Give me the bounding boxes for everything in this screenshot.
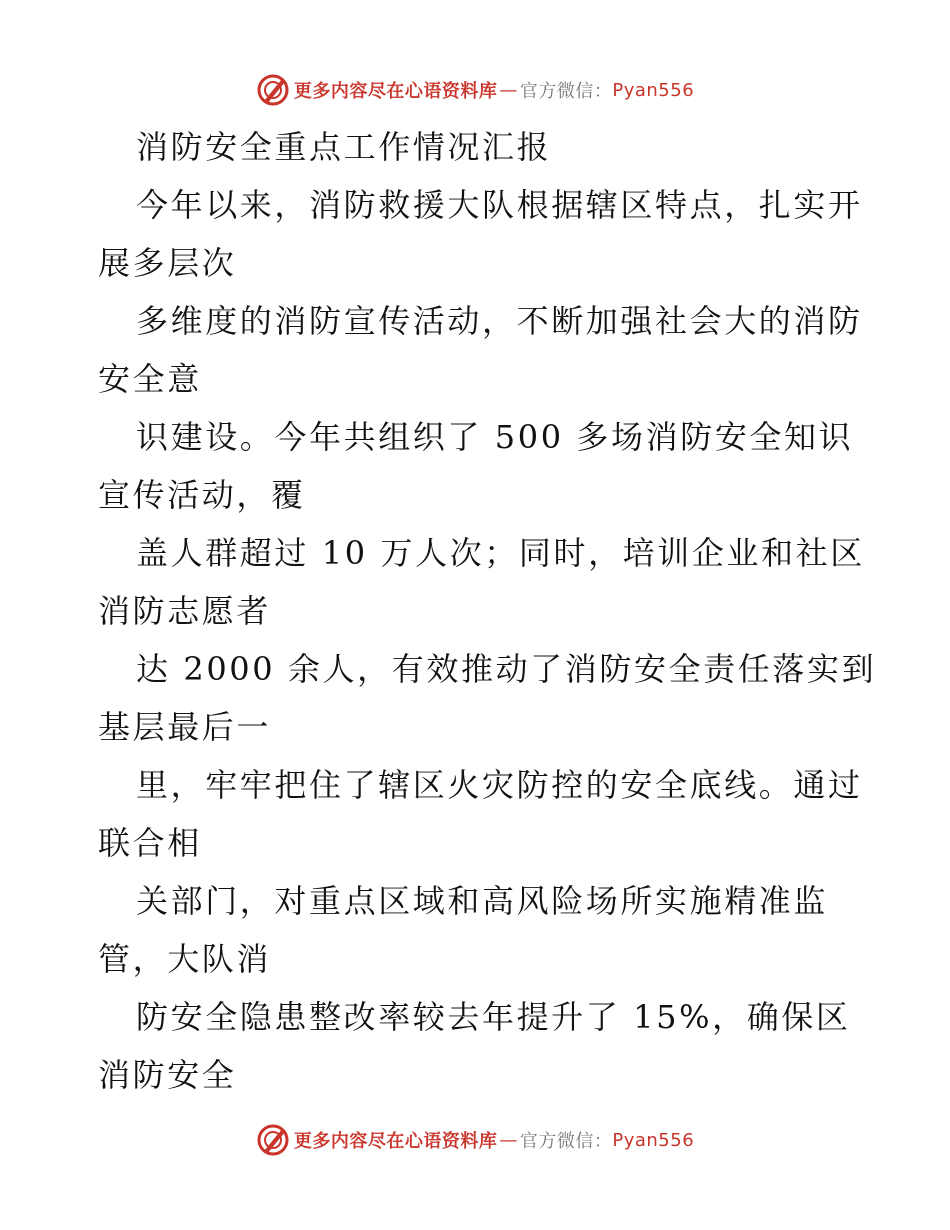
document-title: 消防安全重点工作情况汇报 <box>136 128 552 166</box>
text-line: 消防志愿者 <box>98 592 272 630</box>
text-line: 里，牢牢把住了辖区火灾防控的安全底线。通过 <box>136 766 863 804</box>
text-line: 关部门，对重点区域和高风险场所实施精准监 <box>136 882 829 920</box>
text-line: 达 2000 余人，有效推动了消防安全责任落实到 <box>136 650 877 688</box>
watermark-brand: 更多内容尽在心语资料库 <box>293 81 498 102</box>
text-line: 安全意 <box>98 360 202 398</box>
watermark-id: Pyan556 <box>612 79 695 101</box>
watermark-label: 官方微信： <box>519 1131 613 1152</box>
text-line: 展多层次 <box>98 244 237 282</box>
watermark-header <box>0 70 950 110</box>
watermark-footer <box>0 1120 950 1160</box>
watermark-brand: 更多内容尽在心语资料库 <box>293 1131 498 1152</box>
watermark-label: 官方微信： <box>519 81 613 102</box>
text-line: 管，大队消 <box>98 940 272 978</box>
watermark-dash: — <box>499 1129 518 1151</box>
text-line: 今年以来，消防救援大队根据辖区特点，扎实开 <box>136 186 863 224</box>
document-body <box>98 118 877 1104</box>
text-line: 盖人群超过 10 万人次；同时，培训企业和社区 <box>136 534 865 572</box>
brand-logo-icon <box>256 73 290 107</box>
watermark-dash: — <box>499 79 518 101</box>
brand-logo-icon <box>256 1123 290 1157</box>
text-line: 识建设。今年共组织了 500 多场消防安全知识 <box>136 418 854 456</box>
text-line: 防安全隐患整改率较去年提升了 15%，确保区 <box>136 998 851 1036</box>
text-line: 消防安全 <box>98 1056 237 1094</box>
text-line: 基层最后一 <box>98 708 272 746</box>
watermark-id: Pyan556 <box>612 1129 695 1151</box>
text-line: 宣传活动，覆 <box>98 476 306 514</box>
text-line: 多维度的消防宣传活动，不断加强社会大的消防 <box>136 302 863 340</box>
text-line: 联合相 <box>98 824 202 862</box>
